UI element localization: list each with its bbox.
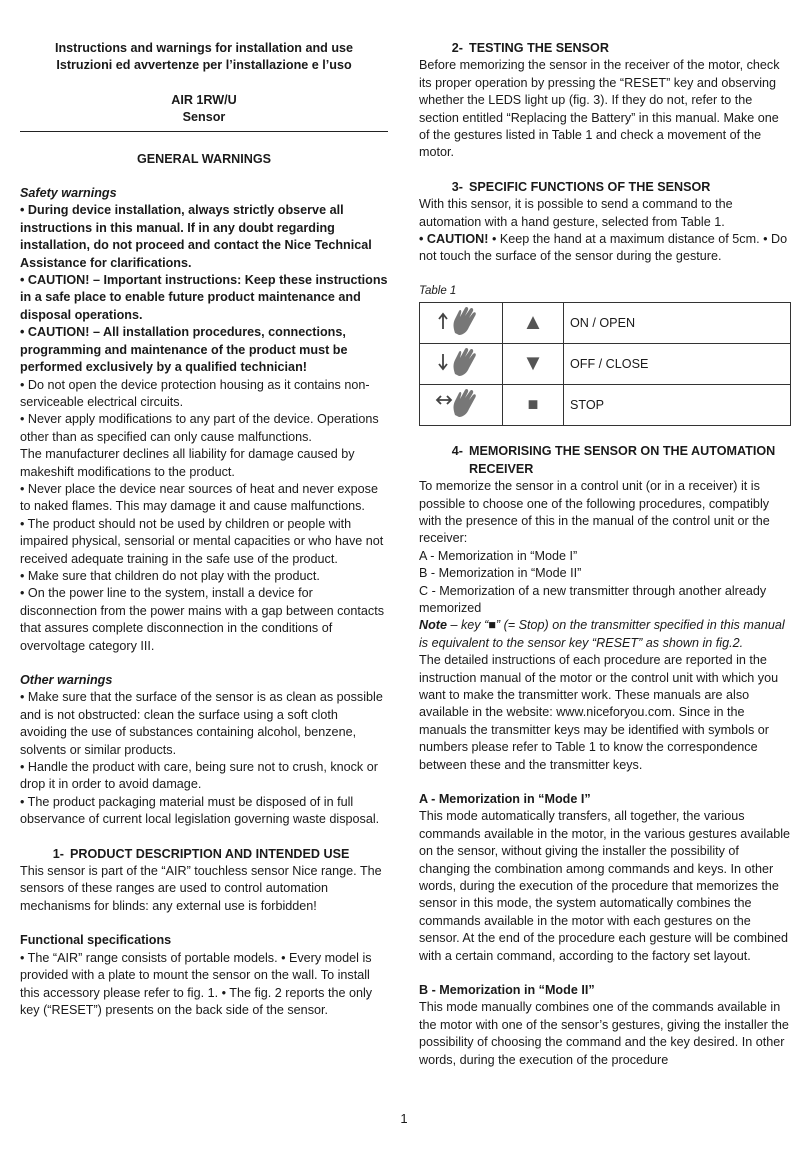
other-item: • Handle the product with care, being sure not to crush, knock or drop it in order to avoid damage. xyxy=(20,760,378,792)
gesture-table xyxy=(419,302,791,426)
command-label: STOP xyxy=(564,385,791,426)
section-number: 1- xyxy=(52,846,64,861)
section-number: 4- xyxy=(451,444,463,459)
table-caption: Table 1 xyxy=(419,284,457,297)
product-subtitle: Sensor xyxy=(182,110,226,125)
down-arrow-icon: ▼ xyxy=(503,344,564,385)
mode-1-heading: A - Memorization in “Mode I” xyxy=(419,792,591,806)
other-item: • The product packaging material must be disposed of in full observance of current local legislation governing waste disposal. xyxy=(20,794,380,827)
safety-warnings-heading: Safety warnings xyxy=(20,186,117,201)
mode-2-text: This mode manually combines one of the commands available in the motor with one of the sensor’s gestures, giving the installer the possibility of choosing the command and the key desired. In other words, during the execution of the procedure xyxy=(419,1000,789,1067)
functional-specs-text: • The “AIR” range consists of portable models. • Every model is provided with a plate to mount the sensor on the wall. To install this accessory please refer to fig. 1. • The fig. 2 reports the only key (“RESET”) presents on the back side of the sensor. xyxy=(20,950,373,1017)
other-warnings-heading: Other warnings xyxy=(20,673,113,687)
section-1-text: This sensor is part of the “AIR” touchless sensor Nice range. The sensors of these ranges are used to control automation mechanisms for blinds: any external use is forbidden! xyxy=(20,864,382,913)
safety-bold-item: • CAUTION! – Important instructions: Keep these instructions in a safe place to enable future product maintenance and disposal operations. xyxy=(20,273,388,322)
section-2-heading xyxy=(419,40,791,57)
safety-bold-item: • CAUTION! – All installation procedures, connections, programming and maintenance of the product must be performed exclusively by a qualified technician! xyxy=(20,325,348,375)
section-number: 3- xyxy=(451,179,463,194)
table-row xyxy=(420,303,791,344)
section-1-heading xyxy=(20,846,388,863)
general-warnings-heading: GENERAL WARNINGS xyxy=(136,151,272,166)
functional-specs-heading: Functional specifications xyxy=(20,933,172,948)
title-divider xyxy=(20,127,388,132)
note-paragraph xyxy=(419,617,791,652)
procedure-option: A - Memorization in “Mode I” xyxy=(419,548,578,563)
hand-down-icon xyxy=(420,344,503,385)
stop-square-icon: ■ xyxy=(503,385,564,426)
safety-item: • Do not open the device protection housing as it contains non-serviceable electrical circuits. xyxy=(20,377,370,409)
hand-sideways-icon xyxy=(420,385,503,426)
section-3-heading xyxy=(419,179,791,196)
safety-item: • Never apply modifications to any part of the device. Operations other than as specified can only cause malfunctions. xyxy=(20,412,379,444)
note-label: Note xyxy=(419,618,447,633)
section-3-text: With this sensor, it is possible to send a command to the automation with a hand gesture, selected from Table 1. xyxy=(419,197,733,229)
section-title: MEMORISING THE SENSOR ON THE AUTOMATION RECEIVER xyxy=(469,444,776,476)
safety-item: • Never place the device near sources of heat and never expose to naked flames. This may damage it and cause malfunctions. xyxy=(20,481,378,514)
command-label: ON / OPEN xyxy=(564,303,791,344)
title-italian: Istruzioni ed avvertenze per l’installazione e l’uso xyxy=(56,58,352,73)
other-item: • Make sure that the surface of the sensor is as clean as possible and is not obstructed: clean the surface using a soft cloth avoiding the use of substances containing alcohol, benzene, solvents or similar products. xyxy=(20,690,383,757)
section-title: SPECIFIC FUNCTIONS OF THE SENSOR xyxy=(469,179,711,194)
table-row xyxy=(420,344,791,385)
safety-item: The manufacturer declines all liability for damage caused by makeshift modifications to the product. xyxy=(20,447,355,479)
section-title: TESTING THE SENSOR xyxy=(469,41,609,55)
caution-label: • CAUTION! xyxy=(419,232,489,247)
product-code: AIR 1RW/U xyxy=(171,92,237,107)
section-number: 2- xyxy=(451,41,463,55)
section-4-heading xyxy=(419,443,791,478)
mode-1-text: This mode automatically transfers, all together, the various commands available in the motor, in the various gestures available on the sensor, without giving the installer the possibility of changing the combination among commands and keys. In other words, during the execution of the procedure that memorizes the sensor in this mode, the system automatically combines the commands available in the motor with each gestures on the sensor. At the end of the procedure each gesture will be combined with a certain command, according to the factory set layout. xyxy=(419,809,791,963)
safety-item: • The product should not be used by children or people with impaired physical, sensorial or mental capacities or who have not received adequate training in the safe use of the product. xyxy=(20,516,384,566)
section-3-caution xyxy=(419,231,791,266)
page-number: 1 xyxy=(400,1111,408,1126)
title-english: Instructions and warnings for installation and use xyxy=(54,41,354,55)
section-title: PRODUCT DESCRIPTION AND INTENDED USE xyxy=(70,846,350,861)
section-4-detail: The detailed instructions of each procedure are reported in the instruction manual of the motor or the control unit with which you want to make the transmitter work. These manuals are also available in the website: www.niceforyou.com. Since in the manuals the transmitter keys may be identified with symbols or numbers please refer to Table 1 to know the correspondence between these and the transmitter keys. xyxy=(419,653,779,772)
mode-2-heading: B - Memorization in “Mode II” xyxy=(419,983,595,998)
safety-bold-item: • During device installation, always strictly observe all instructions in this manual. If in any doubt regarding installation, do not proceed and contact the Nice Technical Assistance for clarifications. xyxy=(20,203,372,270)
safety-item: • On the power line to the system, install a device for disconnection from the power mains with a gap between contacts that assures complete disconnection in the conditions of overvoltage category III. xyxy=(20,586,385,653)
procedure-option: C - Memorization of a new transmitter through another already memorized xyxy=(419,583,767,615)
procedure-option: B - Memorization in “Mode II” xyxy=(419,566,582,581)
note-text: – key “■” (= Stop) on the transmitter specified in this manual is equivalent to the sensor key “RESET” as shown in fig.2. xyxy=(419,618,785,650)
caution-text: • Keep the hand at a maximum distance of 5cm. • Do not touch the surface of the sensor during the gesture. xyxy=(419,232,788,264)
safety-item: • Make sure that children do not play with the product. xyxy=(20,568,320,583)
up-arrow-icon: ▲ xyxy=(503,303,564,344)
hand-up-icon xyxy=(420,303,503,344)
right-column xyxy=(419,40,791,1069)
table-row xyxy=(420,385,791,426)
command-label: OFF / CLOSE xyxy=(564,344,791,385)
left-column xyxy=(20,40,388,1019)
section-4-text: To memorize the sensor in a control unit (or in a receiver) it is possible to choose one of the following procedures, compatibly with the presence of this in the manual of the control unit or the receiver: xyxy=(419,479,770,546)
section-2-text: Before memorizing the sensor in the receiver of the motor, check its proper operation by pressing the “RESET” key and observing whether the LEDS light up (fig. 3). If they do not, refer to the section entitled “Replacing the Battery” in this manual. Make one of the gestures listed in Table 1 and check a movement of the motor. xyxy=(419,58,780,160)
